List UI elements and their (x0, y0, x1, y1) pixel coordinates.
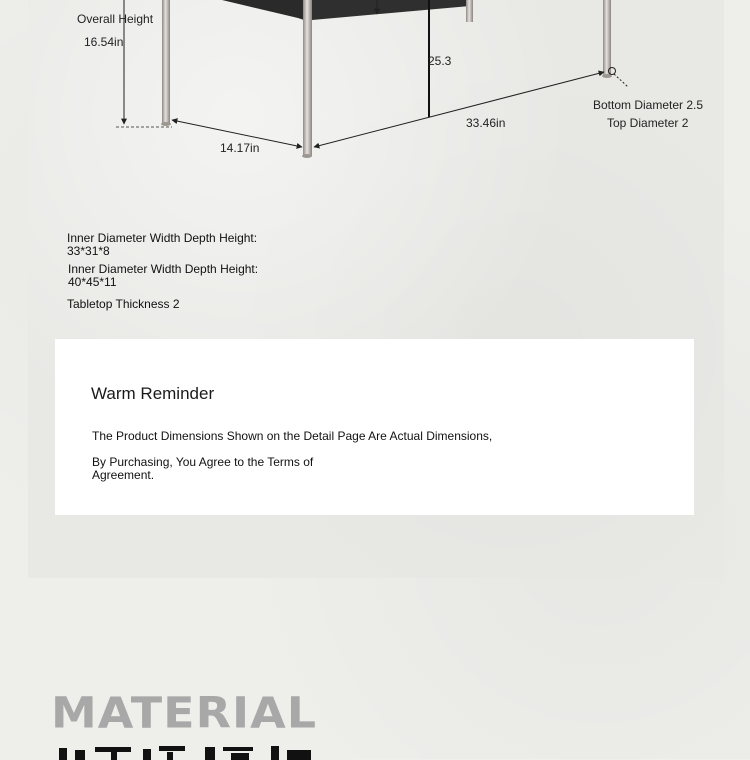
inner-dimension-2-value: 40*45*11 (68, 275, 117, 289)
inner-dimension-1-label: Inner Diameter Width Depth Height: (67, 231, 258, 245)
material-section-title: MATERIAL (51, 688, 318, 738)
leg-back-mid (466, 0, 473, 22)
leg-right (603, 0, 611, 76)
inner-dimension-2-label: Inner Diameter Width Depth Height: (68, 262, 259, 276)
reminder-line-1: The Product Dimensions Shown on the Detail Page Are Actual Dimensions, (92, 429, 493, 443)
leg-left (162, 0, 170, 124)
depth-value: 14.17in (220, 141, 260, 155)
table-tray (312, 0, 470, 20)
reminder-line-2a: By Purchasing, You Agree to the Terms of (92, 455, 314, 469)
width-value: 33.46in (466, 116, 506, 130)
center-height-value: 25.3 (428, 54, 452, 68)
width-line (314, 72, 604, 147)
tabletop-thickness: Tabletop Thickness 2 (67, 297, 180, 311)
table-top (222, 0, 310, 22)
warm-reminder-title: Warm Reminder (91, 384, 215, 403)
inner-dimension-1-value: 33*31*8 (67, 244, 110, 258)
table-dimension-diagram (0, 0, 750, 340)
leg-bottom-diameter: Bottom Diameter 2.5 (593, 98, 704, 112)
overall-height-label: Overall Height (77, 12, 154, 26)
leg-front (303, 0, 312, 156)
reminder-line-2b: Agreement. (92, 468, 155, 482)
leg-top-diameter: Top Diameter 2 (607, 116, 689, 130)
warm-reminder-card (55, 339, 694, 515)
overall-height-value: 16.54in (84, 35, 124, 49)
section-subtitle-glyphs (55, 744, 315, 760)
